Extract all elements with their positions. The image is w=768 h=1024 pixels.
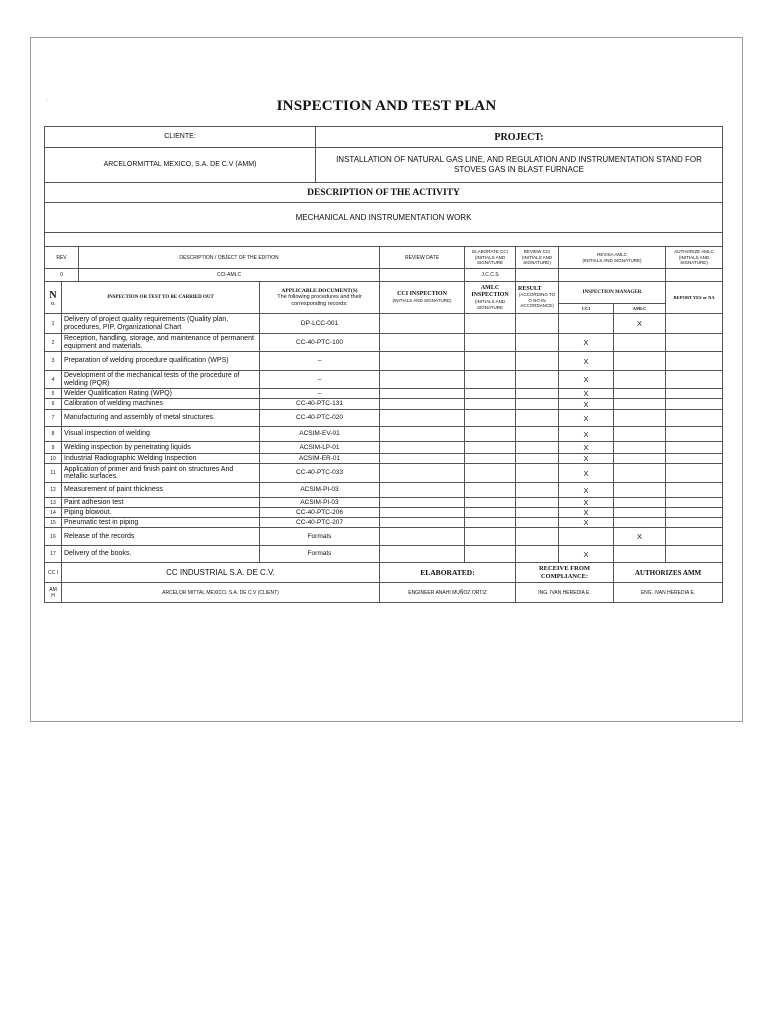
row-manager-amlc: [614, 410, 666, 427]
elaborate-value: J.C.C.S: [465, 269, 516, 282]
cci-header-main: CCI INSPECTION: [397, 291, 447, 298]
elaborate-cci-header: ELABORATE CCI (INITIALS AND SIGNATURE: [465, 247, 516, 269]
row-manager-amlc: [614, 483, 666, 498]
review-amlc-header: [559, 247, 666, 269]
row-description: Industrial Radiographic Welding Inspection: [62, 454, 260, 464]
plan-table-frame: [44, 126, 722, 603]
row-number: 1: [45, 314, 62, 334]
row-description: Pneumatic test in piping: [62, 518, 260, 528]
row-result: [516, 546, 559, 563]
row-result: [516, 427, 559, 442]
description-value: CCI-AMLC: [79, 269, 380, 282]
row-number: 8: [45, 427, 62, 442]
row-report: [666, 518, 723, 528]
row-amlc-inspection: [465, 483, 516, 498]
row-amlc-inspection: [465, 314, 516, 334]
no-header-sub: O.: [50, 300, 56, 306]
row-manager-cci: X: [559, 442, 614, 454]
row-number: 13: [45, 498, 62, 508]
row-number: 10: [45, 454, 62, 464]
review-cci-header: REVIEW CCI (INITIALS AND SIGNATURE): [516, 247, 559, 269]
description-header: DESCRIPTION / OBJECT OF THE EDITION: [79, 247, 380, 269]
row-document: ACSIM-LP-01: [260, 442, 380, 454]
row-cci-inspection: [380, 334, 465, 352]
row-amlc-inspection: [465, 410, 516, 427]
cci-header-sub: (INITIALS AND SIGNATURE): [392, 298, 452, 304]
table-row: [45, 454, 723, 464]
row-cci-inspection: [380, 546, 465, 563]
row-cci-inspection: [380, 483, 465, 498]
row-manager-cci: X: [559, 498, 614, 508]
result-header-sub: (ACCORDING TO O NO IN ACCORDANCE): [518, 292, 556, 309]
row-description: Welder Qualification Rating (WPQ): [62, 389, 260, 399]
table-row: [45, 518, 723, 528]
row-manager-cci: X: [559, 546, 614, 563]
table-row: [45, 498, 723, 508]
amh-company: ARCELOR MITTAL MEXICO, S.A. DE C.V (CLIENT): [62, 583, 380, 603]
row-number: 16: [45, 528, 62, 546]
revision-table: [44, 246, 723, 282]
row-amlc-inspection: [465, 464, 516, 483]
row-document: ACSIM-PI-03: [260, 498, 380, 508]
row-amlc-inspection: [465, 389, 516, 399]
row-amlc-inspection: [465, 498, 516, 508]
row-cci-inspection: [380, 442, 465, 454]
authorize-amlc-value: [666, 269, 723, 282]
row-result: [516, 454, 559, 464]
row-amlc-inspection: [465, 454, 516, 464]
row-amlc-inspection: [465, 399, 516, 410]
row-document: ACSIM-EV-01: [260, 427, 380, 442]
activity-value: MECHANICAL AND INSTRUMENTATION WORK: [45, 203, 723, 233]
row-description: Application of primer and finish paint on structures And metallic surfaces.: [62, 464, 260, 483]
inspection-rows: [45, 314, 723, 563]
row-description: Paint adhesion test: [62, 498, 260, 508]
row-manager-cci: X: [559, 371, 614, 389]
cci-company: CC INDUSTRIAL S.A. DE C.V.: [62, 563, 380, 583]
row-amlc-inspection: [465, 427, 516, 442]
result-header-main: RESULT: [518, 286, 542, 293]
row-result: [516, 518, 559, 528]
client-label: CLIENTE:: [45, 127, 316, 148]
row-manager-cci: [559, 528, 614, 546]
row-description: Measurement of paint thickness: [62, 483, 260, 498]
row-number: 12: [45, 483, 62, 498]
manager-cci-header: CCI: [559, 304, 614, 314]
row-cci-inspection: [380, 389, 465, 399]
receiver-name: ING. IVAN HEREDIA E.: [516, 583, 614, 603]
row-manager-cci: X: [559, 518, 614, 528]
row-document: CC-40-PTC-206: [260, 508, 380, 518]
row-cci-inspection: [380, 454, 465, 464]
table-row: [45, 464, 723, 483]
table-row: [45, 427, 723, 442]
spacer-row: [45, 233, 723, 247]
row-manager-amlc: [614, 546, 666, 563]
row-number: 9: [45, 442, 62, 454]
row-manager-cci: X: [559, 427, 614, 442]
documents-header: [260, 282, 380, 314]
row-report: [666, 371, 723, 389]
row-report: [666, 389, 723, 399]
row-cci-inspection: [380, 464, 465, 483]
row-result: [516, 389, 559, 399]
row-manager-cci: X: [559, 389, 614, 399]
row-result: [516, 528, 559, 546]
amlc-header: [465, 282, 516, 314]
row-number: 3: [45, 352, 62, 371]
review-amlc-value: [559, 269, 666, 282]
row-result: [516, 410, 559, 427]
amlc-header-main: AMLC INSPECTION: [471, 285, 509, 298]
row-cci-inspection: [380, 371, 465, 389]
row-cci-inspection: [380, 314, 465, 334]
table-row: [45, 546, 723, 563]
row-amlc-inspection: [465, 371, 516, 389]
row-number: 4: [45, 371, 62, 389]
row-manager-amlc: [614, 442, 666, 454]
row-report: [666, 427, 723, 442]
row-cci-inspection: [380, 528, 465, 546]
table-row: [45, 508, 723, 518]
row-cci-inspection: [380, 498, 465, 508]
row-number: 5: [45, 389, 62, 399]
table-row: [45, 352, 723, 371]
row-manager-cci: X: [559, 399, 614, 410]
row-result: [516, 508, 559, 518]
document-sheet: [30, 37, 743, 722]
result-header: [516, 282, 559, 314]
row-number: 2: [45, 334, 62, 352]
table-row: [45, 483, 723, 498]
row-report: [666, 314, 723, 334]
inspection-table: [44, 281, 723, 603]
row-report: [666, 508, 723, 518]
row-report: [666, 483, 723, 498]
corner-mark: .: [47, 96, 49, 102]
row-manager-amlc: [614, 334, 666, 352]
row-result: [516, 371, 559, 389]
row-document: ACSIM-ER-01: [260, 454, 380, 464]
row-cci-inspection: [380, 508, 465, 518]
row-description: Reception, handling, storage, and maintenance of permanent equipment and materials.: [62, 334, 260, 352]
row-report: [666, 334, 723, 352]
row-cci-inspection: [380, 352, 465, 371]
row-result: [516, 352, 559, 371]
row-result: [516, 498, 559, 508]
row-document: –: [260, 389, 380, 399]
table-row: [45, 314, 723, 334]
row-document: CC-40-PTC-100: [260, 334, 380, 352]
row-description: Piping blowout.: [62, 508, 260, 518]
row-document: –: [260, 352, 380, 371]
row-description: Delivery of project quality requirements (Quality plan, procedures, PIP, Organizational Chart: [62, 314, 260, 334]
table-row: [45, 410, 723, 427]
row-manager-cci: X: [559, 410, 614, 427]
table-row: [45, 528, 723, 546]
row-number: 14: [45, 508, 62, 518]
authorizes-label: AUTHORIZES AMM: [614, 563, 723, 583]
table-row: [45, 399, 723, 410]
authorizer-name: ENG. IVAN HEREDIA E.: [614, 583, 723, 603]
row-report: [666, 410, 723, 427]
row-result: [516, 464, 559, 483]
row-report: [666, 528, 723, 546]
row-report: [666, 454, 723, 464]
row-manager-cci: X: [559, 334, 614, 352]
row-amlc-inspection: [465, 352, 516, 371]
row-document: –: [260, 371, 380, 389]
project-label: PROJECT:: [316, 127, 723, 148]
elaborated-label: ELABORATED:: [380, 563, 516, 583]
report-header: REPORT YES or NA: [666, 282, 723, 314]
row-description: Preparation of welding procedure qualification (WPS): [62, 352, 260, 371]
row-number: 7: [45, 410, 62, 427]
inspection-header: INSPECTION OR TEST TO BE CARRIED OUT: [62, 282, 260, 314]
row-number: 6: [45, 399, 62, 410]
review-amlc-title: REVISA AMLC: [597, 252, 627, 257]
row-manager-amlc: [614, 389, 666, 399]
row-manager-amlc: [614, 508, 666, 518]
row-manager-amlc: X: [614, 528, 666, 546]
engineer-name: ENGINEER ANAHI MUÑOZ ORTIZ: [380, 583, 516, 603]
cci-header: [380, 282, 465, 314]
row-description: Release of the records: [62, 528, 260, 546]
row-number: 11: [45, 464, 62, 483]
row-document: CC-40-PTC-020: [260, 410, 380, 427]
row-manager-cci: [559, 314, 614, 334]
row-manager-cci: X: [559, 508, 614, 518]
row-result: [516, 483, 559, 498]
row-manager-cci: X: [559, 483, 614, 498]
row-report: [666, 498, 723, 508]
document-title: INSPECTION AND TEST PLAN: [276, 98, 497, 114]
row-manager-cci: X: [559, 454, 614, 464]
row-report: [666, 464, 723, 483]
row-cci-inspection: [380, 399, 465, 410]
row-result: [516, 334, 559, 352]
row-document: CC-40-PTC-033: [260, 464, 380, 483]
row-manager-amlc: [614, 399, 666, 410]
row-cci-inspection: [380, 427, 465, 442]
rev-header: REV: [45, 247, 79, 269]
amlc-header-sub: (INITIALS AND SIGNATURE: [474, 299, 506, 310]
authorize-amlc-title: AUTHORIZE AMLC: [674, 249, 714, 255]
activity-label: DESCRIPTION OF THE ACTIVITY: [45, 183, 723, 203]
row-report: [666, 546, 723, 563]
row-amlc-inspection: [465, 518, 516, 528]
row-document: Formats: [260, 546, 380, 563]
row-description: Manufacturing and assembly of metal structures.: [62, 410, 260, 427]
review-cci-value: [516, 269, 559, 282]
documents-header-sub: The following procedures and their corresponding records:: [277, 293, 362, 307]
row-manager-amlc: [614, 371, 666, 389]
amh-code: AM H: [45, 583, 62, 603]
table-row: [45, 334, 723, 352]
row-report: [666, 352, 723, 371]
table-row: [45, 371, 723, 389]
row-amlc-inspection: [465, 546, 516, 563]
row-cci-inspection: [380, 518, 465, 528]
row-cci-inspection: [380, 410, 465, 427]
review-amlc-sub: (INITIALS AND SIGNATURE): [582, 257, 642, 263]
authorize-amlc-sub: (INITIALS AND SIGNATURE): [678, 254, 710, 266]
row-description: Development of the mechanical tests of the procedure of welding (PQR): [62, 371, 260, 389]
row-report: [666, 399, 723, 410]
row-document: CC-40-PTC-207: [260, 518, 380, 528]
row-amlc-inspection: [465, 334, 516, 352]
row-document: DP-LCC-001: [260, 314, 380, 334]
row-description: Delivery of the books.: [62, 546, 260, 563]
no-header-main: N: [49, 289, 57, 301]
row-number: 17: [45, 546, 62, 563]
row-result: [516, 399, 559, 410]
row-amlc-inspection: [465, 528, 516, 546]
header-table: [44, 126, 723, 247]
manager-header: INSPECTION MANAGER: [559, 282, 666, 304]
row-document: Formats: [260, 528, 380, 546]
documents-header-main: APPLICABLE DOCUMENT(S): [281, 287, 358, 294]
client-value: ARCELORMITTAL MEXICO, S.A. DE C.V (AMM): [45, 148, 316, 183]
row-document: ACSIM-PI-03: [260, 483, 380, 498]
row-report: [666, 442, 723, 454]
no-header: [45, 282, 62, 314]
receive-label: RECEIVE FROM COMPLIANCE:: [516, 563, 614, 583]
row-manager-amlc: [614, 464, 666, 483]
table-row: [45, 442, 723, 454]
manager-amlc-header: AMLC: [614, 304, 666, 314]
row-description: Calibration of welding machines: [62, 399, 260, 410]
authorize-amlc-header: [666, 247, 723, 269]
row-manager-amlc: X: [614, 314, 666, 334]
row-manager-amlc: [614, 518, 666, 528]
review-date-value: [380, 269, 465, 282]
row-manager-amlc: [614, 454, 666, 464]
row-description: Welding inspection by penetrating liquids: [62, 442, 260, 454]
cci-code: CC I: [45, 563, 62, 583]
row-number: 15: [45, 518, 62, 528]
row-manager-amlc: [614, 498, 666, 508]
row-manager-cci: X: [559, 464, 614, 483]
row-amlc-inspection: [465, 442, 516, 454]
rev-value: 0: [45, 269, 79, 282]
review-date-header: REVIEW DATE: [380, 247, 465, 269]
table-row: [45, 389, 723, 399]
row-description: Visual inspection of welding: [62, 427, 260, 442]
row-manager-amlc: [614, 427, 666, 442]
row-amlc-inspection: [465, 508, 516, 518]
project-value: INSTALLATION OF NATURAL GAS LINE, AND REGULATION AND INSTRUMENTATION STAND FOR STOVES GAS IN BLAST FURNACE: [316, 148, 723, 183]
row-manager-cci: X: [559, 352, 614, 371]
row-result: [516, 442, 559, 454]
row-result: [516, 314, 559, 334]
row-document: CC-40-PTC-131: [260, 399, 380, 410]
row-manager-amlc: [614, 352, 666, 371]
